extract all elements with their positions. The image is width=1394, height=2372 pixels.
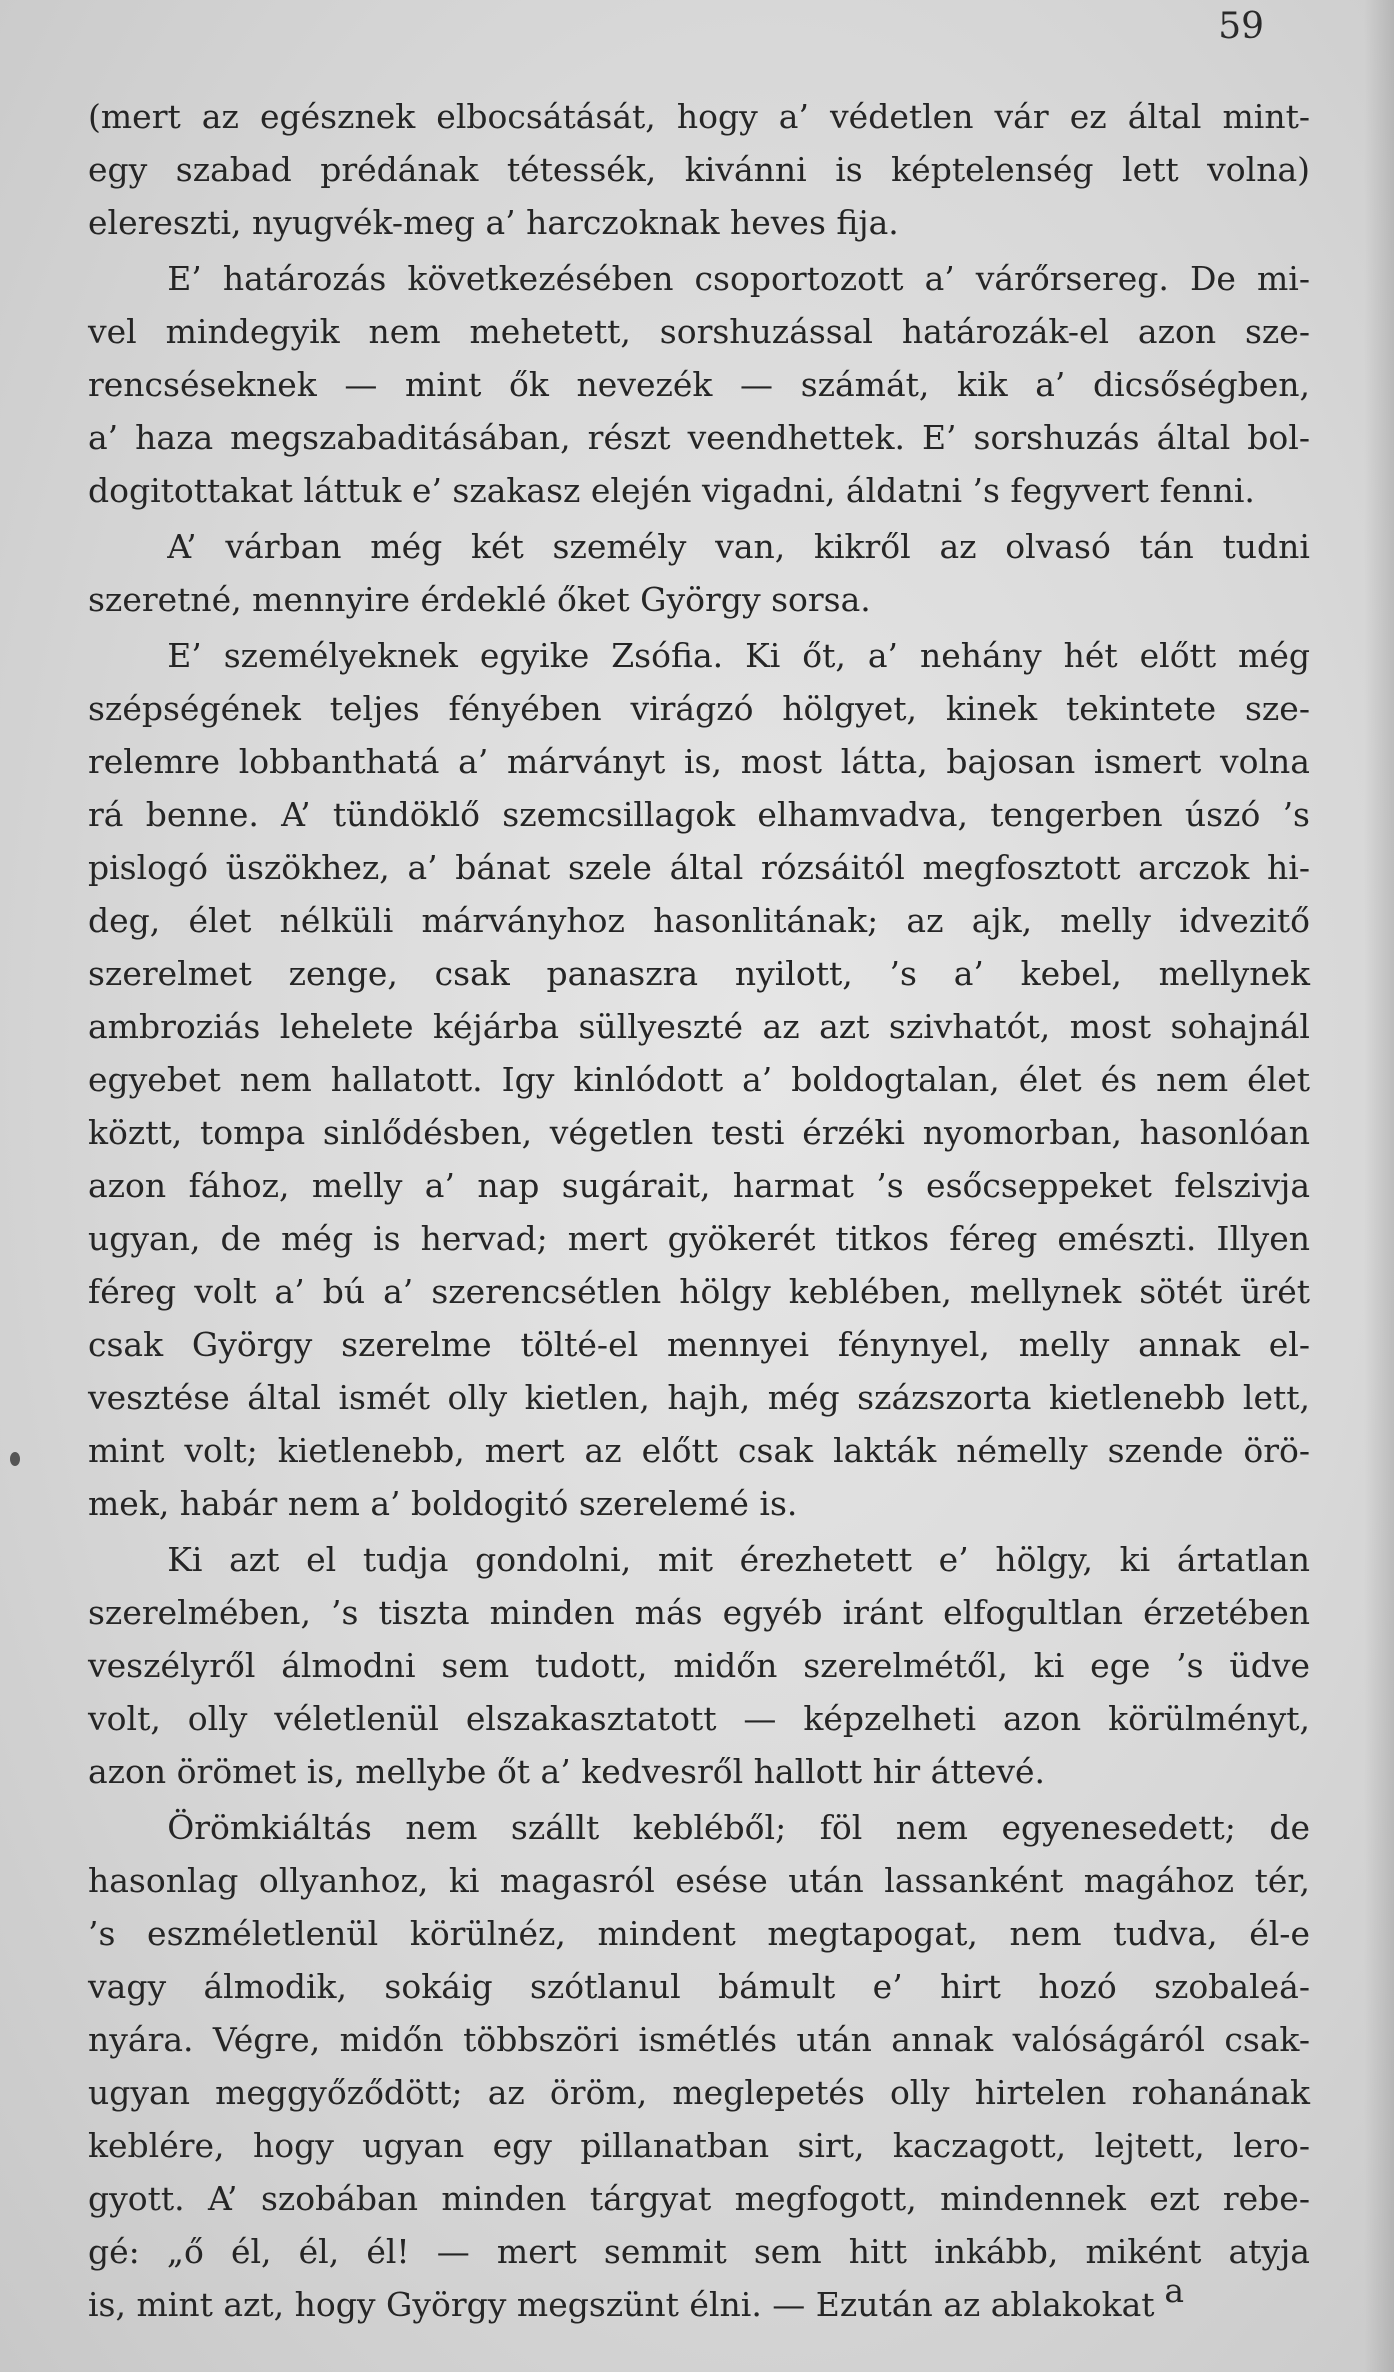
text-line: dogitottakat láttuk e’ szakasz elején vigadni, áldatni ’s fegyvert fenni. (88, 471, 1255, 510)
paragraph (88, 629, 1310, 1530)
text-line: ’s eszméletlenül körülnéz, mindent megtapogat, nem tudva, él-e (88, 1914, 1310, 1953)
catchword: a (1164, 2271, 1184, 2310)
text-line: vel mindegyik nem mehetett, sorshuzással határozák-el azon sze- (88, 312, 1310, 351)
paragraph (88, 1533, 1310, 1798)
text-line: féreg volt a’ bú a’ szerencsétlen hölgy keblében, mellynek sötét ürét (88, 1272, 1310, 1311)
text-line: (mert az egésznek elbocsátását, hogy a’ védetlen vár ez által mint- (88, 97, 1310, 136)
text-line: is, mint azt, hogy György megszünt élni. — Ezután az ablakokat (88, 2285, 1155, 2324)
text-line: E’ határozás következésében csoportozott a’ várőrsereg. De mi- (167, 259, 1310, 298)
text-line: gé: „ő él, él, él! — mert semmit sem hitt inkább, miként atyja (88, 2232, 1310, 2271)
text-line: köztt, tompa sinlődésben, végetlen testi érzéki nyomorban, hasonlóan (88, 1113, 1310, 1152)
text-line: hasonlag ollyanhoz, ki magasról esése után lassanként magához tér, (88, 1861, 1310, 1900)
page-edge-shadow (1364, 0, 1394, 2372)
text-line: relemre lobbanthatá a’ márványt is, most látta, bajosan ismert volna (88, 742, 1310, 781)
text-line: Ki azt el tudja gondolni, mit érezhetett e’ hölgy, ki ártatlan (167, 1540, 1310, 1579)
page-number: 59 (1218, 6, 1264, 47)
text-line: nyára. Végre, midőn többszöri ismétlés után annak valóságáról csak- (88, 2020, 1310, 2059)
text-line: mint volt; kietlenebb, mert az előtt csak lakták némelly szende örö- (88, 1431, 1310, 1470)
text-line: ugyan meggyőződött; az öröm, meglepetés olly hirtelen rohanának (88, 2073, 1310, 2112)
text-line: pislogó üszökhez, a’ bánat szele által rózsáitól megfosztott arczok hi- (88, 848, 1310, 887)
text-line: egy szabad prédának tétessék, kivánni is képtelenség lett volna) (88, 150, 1310, 189)
text-line: mek, habár nem a’ boldogitó szerelemé is. (88, 1484, 798, 1523)
text-line: szépségének teljes fényében virágzó hölgyet, kinek tekintete sze- (88, 689, 1310, 728)
text-line: ambroziás lehelete kéjárba süllyeszté az azt szivhatót, most sohajnál (88, 1007, 1310, 1046)
text-line: deg, élet nélküli márványhoz hasonlitának; az ajk, melly idvezitő (88, 901, 1310, 940)
text-line: egyebet nem hallatott. Igy kinlódott a’ boldogtalan, élet és nem élet (88, 1060, 1310, 1099)
paragraph (88, 252, 1310, 517)
text-line: volt, olly véletlenül elszakasztatott — képzelheti azon körülményt, (88, 1699, 1310, 1738)
text-line: azon örömet is, mellybe őt a’ kedvesről hallott hir áttevé. (88, 1752, 1046, 1791)
text-line: A’ várban még két személy van, kikről az olvasó tán tudni (167, 527, 1310, 566)
text-line: E’ személyeknek egyike Zsófia. Ki őt, a’ nehány hét előtt még (167, 636, 1310, 675)
text-line: gyott. A’ szobában minden tárgyat megfogott, mindennek ezt rebe- (88, 2179, 1310, 2218)
text-line: rá benne. A’ tündöklő szemcsillagok elhamvadva, tengerben úszó ’s (88, 795, 1310, 834)
text-line: veszélyről álmodni sem tudott, midőn szerelmétől, ki ege ’s üdve (88, 1646, 1310, 1685)
text-line: ugyan, de még is hervad; mert gyökerét titkos féreg emészti. Illyen (88, 1219, 1310, 1258)
text-line: keblére, hogy ugyan egy pillanatban sirt, kaczagott, lejtett, lero- (88, 2126, 1310, 2165)
text-line: szerelmet zenge, csak panaszra nyilott, ’s a’ kebel, mellynek (88, 954, 1310, 993)
text-line: szerelmében, ’s tiszta minden más egyéb iránt elfogultlan érzetében (88, 1593, 1310, 1632)
text-line: szeretné, mennyire érdeklé őket György sorsa. (88, 580, 871, 619)
text-line: elereszti, nyugvék-meg a’ harczoknak heves fija. (88, 203, 899, 242)
text-line: a’ haza megszabaditásában, részt veendhettek. E’ sorshuzás által bol- (88, 418, 1310, 457)
text-line: csak György szerelme tölté-el mennyei fénynyel, melly annak el- (88, 1325, 1310, 1364)
body-text (88, 90, 1310, 2331)
paragraph (88, 1801, 1310, 2331)
text-line: Örömkiáltás nem szállt kebléből; föl nem egyenesedett; de (167, 1808, 1310, 1847)
paragraph (88, 90, 1310, 249)
text-line: azon fához, melly a’ nap sugárait, harmat ’s esőcseppeket felszivja (88, 1166, 1310, 1205)
text-line: vagy álmodik, sokáig szótlanul bámult e’ hirt hozó szobaleá- (88, 1967, 1310, 2006)
text-line: vesztése által ismét olly kietlen, hajh, még százszorta kietlenebb lett, (88, 1378, 1310, 1417)
text-line: rencséseknek — mint ők nevezék — számát, kik a’ dicsőségben, (88, 365, 1310, 404)
margin-speck (10, 1452, 20, 1466)
paragraph (88, 520, 1310, 626)
